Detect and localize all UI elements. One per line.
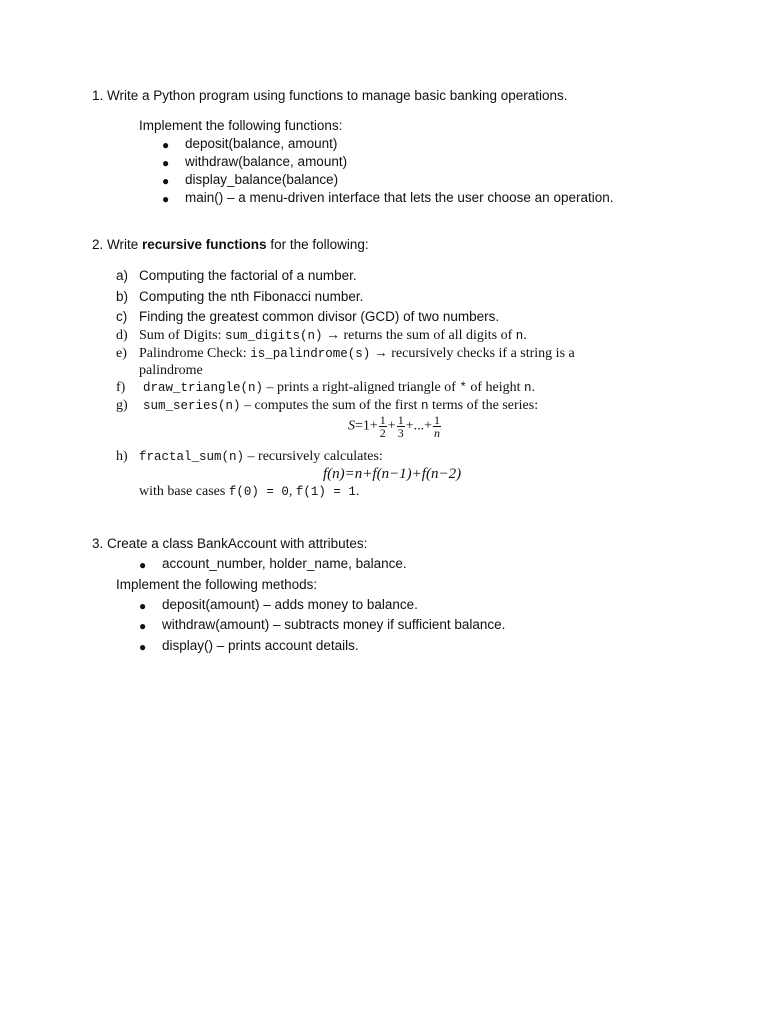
q2-item-d xyxy=(139,328,527,344)
q2-item-e xyxy=(139,346,575,362)
bullet-icon: ● xyxy=(139,640,147,654)
item-text: Sum of Digits: xyxy=(139,328,225,343)
q3-methods-intro: Implement the following methods: xyxy=(116,577,318,592)
q2-item-c: Finding the greatest common divisor (GCD) of two numbers. xyxy=(139,309,500,324)
item-text: – prints a right-aligned triangle of xyxy=(263,380,460,395)
bullet-icon: ● xyxy=(162,192,170,206)
bullet-icon: ● xyxy=(162,156,170,170)
q2-title xyxy=(92,237,369,252)
code-inline: draw_triangle(n) xyxy=(143,381,264,395)
q3-method: withdraw(amount) – subtracts money if sufficient balance. xyxy=(162,617,506,632)
fraction xyxy=(397,414,405,439)
fractal-formula: f(n)=n+f(n−1)+f(n−2) xyxy=(323,466,462,482)
q1-item: display_balance(balance) xyxy=(185,172,339,187)
code-inline: sum_series(n) xyxy=(143,399,241,413)
formula-text: +...+ xyxy=(405,418,432,434)
q2-title-bold: recursive functions xyxy=(142,237,267,252)
code-inline: is_palindrome(s) xyxy=(250,347,371,361)
q1-title: 1. Write a Python program using functions to manage basic banking operations. xyxy=(92,88,568,103)
q2-item-f xyxy=(143,380,535,396)
fraction-denominator: n xyxy=(434,426,440,440)
list-marker: h) xyxy=(116,449,128,464)
item-text: terms of the series: xyxy=(428,398,539,413)
list-marker: b) xyxy=(116,289,129,304)
item-text: of height xyxy=(466,380,525,395)
code-inline: f(1) = 1 xyxy=(295,485,356,499)
q1-item: withdraw(balance, amount) xyxy=(185,154,348,169)
code-inline: sum_digits(n) xyxy=(224,329,323,343)
q2-item-b: Computing the nth Fibonacci number. xyxy=(139,289,364,304)
fraction xyxy=(433,414,441,439)
list-marker: g) xyxy=(116,398,128,413)
code-inline: f(0) = 0 xyxy=(228,485,289,499)
code-inline: n xyxy=(524,381,532,395)
formula-text: + xyxy=(387,418,396,434)
fraction-denominator: 2 xyxy=(379,426,386,440)
code-inline: n xyxy=(420,399,429,413)
code-inline: * xyxy=(459,381,467,395)
fraction-numerator: 1 xyxy=(379,413,386,427)
base-cases xyxy=(139,484,359,500)
q2-item-e-line2: palindrome xyxy=(139,363,203,378)
q2-title-suffix: for the following: xyxy=(266,237,369,252)
q3-method: deposit(amount) – adds money to balance. xyxy=(162,597,418,612)
fraction xyxy=(379,414,387,439)
q3-method: display() – prints account details. xyxy=(162,638,359,653)
bullet-icon: ● xyxy=(162,174,170,188)
bullet-icon: ● xyxy=(139,599,147,613)
item-text: . xyxy=(531,380,536,395)
list-marker: f) xyxy=(116,380,126,395)
list-marker: c) xyxy=(116,309,128,324)
code-inline: n xyxy=(515,329,524,343)
formula-symbol: S xyxy=(348,418,355,434)
bullet-icon: ● xyxy=(162,138,170,152)
item-text: , xyxy=(288,484,296,499)
fraction-numerator: 1 xyxy=(397,413,404,427)
list-marker: a) xyxy=(116,268,129,283)
q3-title: 3. Create a class BankAccount with attributes: xyxy=(92,536,368,551)
q1-intro: Implement the following functions: xyxy=(139,118,343,133)
item-text: . xyxy=(355,484,360,499)
fraction-numerator: 1 xyxy=(434,413,440,427)
item-text: – computes the sum of the first xyxy=(240,398,421,413)
bullet-icon: ● xyxy=(139,558,147,572)
list-marker: d) xyxy=(116,328,128,343)
item-text: → returns the sum of all digits of xyxy=(322,328,516,343)
q2-item-g xyxy=(143,398,538,414)
list-marker: e) xyxy=(116,346,127,361)
q2-title-prefix: 2. Write xyxy=(92,237,143,252)
q1-item: main() – a menu-driven interface that lets the user choose an operation. xyxy=(185,190,614,205)
series-formula xyxy=(348,414,442,439)
code-inline: fractal_sum(n) xyxy=(139,450,245,464)
q2-item-h xyxy=(139,449,383,465)
fraction-denominator: 3 xyxy=(397,426,404,440)
q3-attributes: account_number, holder_name, balance. xyxy=(162,556,407,571)
q1-item: deposit(balance, amount) xyxy=(185,136,338,151)
formula-text: =1+ xyxy=(355,418,378,434)
item-text: Palindrome Check: xyxy=(139,346,251,361)
item-text: with base cases xyxy=(139,484,229,499)
q2-item-a: Computing the factorial of a number. xyxy=(139,268,357,283)
item-text: – recursively calculates: xyxy=(244,449,383,464)
bullet-icon: ● xyxy=(139,619,147,633)
item-text: . xyxy=(523,328,527,343)
item-text: → recursively checks if a string is a xyxy=(370,346,575,361)
